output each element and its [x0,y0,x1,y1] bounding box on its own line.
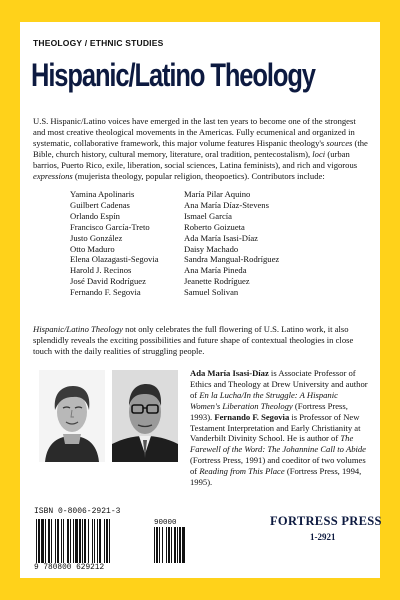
contributor-name: Fernando F. Segovia [70,287,141,298]
description-emphasis: sources [326,137,353,148]
barcode-addon-bar [171,527,172,563]
barcode-graphic [34,517,194,563]
barcode-bar [48,519,50,563]
barcode-addon-bar [159,527,160,563]
barcode-addon-bar [162,527,163,563]
barcode-bar [94,519,95,563]
contributor-name: Orlando Espín [70,210,120,221]
barcode-addon-bar [177,527,178,563]
barcode-bar [41,519,44,563]
contributor-name: Harold J. Recinos [70,265,132,276]
bio-text: is Associate Professor of Ethics and Theology at Drew University and author of [190,368,368,400]
barcode-bar [99,519,101,563]
barcode-addon-bar [174,527,176,563]
barcode-bar [82,519,83,563]
summary-text: not only celebrates the full flowering of U.S. Latino work, it also splendidly reveals the exciting possibilities and future shape of contextual theologies in close touch with the daily realities of struggling people. [33,324,354,356]
bio-text: (Fortress Press, 1994, 1995). [190,466,362,488]
barcode-bar [104,519,105,563]
contributor-name: Justo González [70,232,123,243]
bio-book-title: Reading from This Place [199,466,285,477]
contributors-column-right [184,189,279,298]
barcode-addon-bar [182,527,185,563]
description-text: (the Bible, church history, cultural memory, literature, oral tradition, pentecostalism), [33,137,368,159]
barcode-block [34,507,194,571]
contributor-name: Ada María Isasi-Díaz [184,232,258,243]
author-name: Ada María Isasi-Díaz [190,368,269,378]
barcode-bar [55,519,56,563]
contributor-name: María Pilar Aquino [184,189,251,199]
contributor-name: Otto Maduro [70,243,115,254]
barcode-bar [92,519,93,563]
contributor-name: Ana María Pineda [184,265,247,276]
barcode-bar [38,519,40,563]
contributor-name: Yamina Apolinaris [70,189,135,199]
bio-text: (Fortress Press, 1993). [190,400,348,422]
summary-paragraph [33,324,369,357]
contributor-name: Guilbert Cadenas [70,199,130,210]
contributor-name: Ismael García [184,210,232,221]
description-text: U.S. Hispanic/Latino voices have emerged in the last ten years to become one of the strongest and most creative theological movements in the Americas. Fully ecumenical and organized in systematic, collaborative framework, this major volume features Hispanic theology's [33,116,356,148]
barcode-addon-bar [156,527,158,563]
contributor-name: Roberto Goizueta [184,221,245,232]
price-code: 90000 [154,519,177,527]
contributor-name: Ana María Díaz-Stevens [184,199,269,210]
barcode-addon-bar [154,527,155,563]
barcode-bar [75,519,78,563]
author-photo-isasi-diaz [39,370,105,462]
category-label: THEOLOGY / ETHNIC STUDIES [33,38,164,48]
barcode-bar [45,519,46,563]
contributor-name: Daisy Machado [184,243,239,254]
barcode-bar [57,519,59,563]
barcode-bar [63,519,64,563]
contributor-name: Samuel Solivan [184,287,239,298]
barcode-bar [97,519,98,563]
barcode-bar [79,519,81,563]
description-emphasis: loci [312,148,326,159]
back-cover [20,22,380,578]
bio-text: (Fortress Press, 1991) and coeditor of two volumes of [190,455,366,477]
author-bios [190,368,370,488]
barcode-bar [106,519,108,563]
contributor-name: Jeanette Rodríguez [184,276,250,287]
description-paragraph [33,116,369,181]
barcode-bar [67,519,69,563]
barcode-bar [36,519,37,563]
barcode-bar [109,519,110,563]
description-emphasis: expressions [33,170,73,181]
barcode-bar [73,519,74,563]
bio-book-title: En la Lucha/In the Struggle: A Hispanic Women's Liberation Theology [190,389,338,411]
author-name: Fernando F. Segovia [214,411,290,422]
book-title: Hispanic/Latino Theology [31,58,315,94]
barcode-bar [61,519,62,563]
contributor-name: José David Rodríguez [70,276,146,287]
isbn-label: ISBN 0-8006-2921-3 [34,507,121,516]
summary-book-title: Hispanic/Latino Theology [33,324,123,334]
publisher-name: FORTRESS PRESS [270,514,382,528]
author-photo-segovia [112,370,178,462]
barcode-addon-bar [179,527,181,563]
barcode-bar [84,519,86,563]
description-text: (mujerista theology, popular religion, theopoetics). Contributors include: [72,170,325,181]
barcode-addon-bar [168,527,170,563]
contributor-name: Francisco García-Treto [70,221,150,232]
barcode-bar [51,519,52,563]
bio-book-title: The Farewell of the Word: The Johannine Call to Abide [190,433,366,455]
description-text: (urban barrios, Puerto Rico, exile, liberation, social sciences, Latina feminists), and rich and vigorous [33,148,358,170]
contributor-name: Sandra Mangual-Rodríguez [184,254,280,265]
barcode-digits: 9 780800 629212 [34,564,105,572]
catalog-number: 1-2921 [310,532,336,542]
barcode-bar [70,519,71,563]
bio-text: is Professor of New Testament Interpretation and Early Christianity at Vanderbilt Divinity School. He is author of [190,411,361,444]
barcode-bar [88,519,89,563]
contributors-column-left [70,189,159,298]
barcode-addon-bar [166,527,167,563]
contributor-name: Elena Olazagasti-Segovia [70,254,159,265]
